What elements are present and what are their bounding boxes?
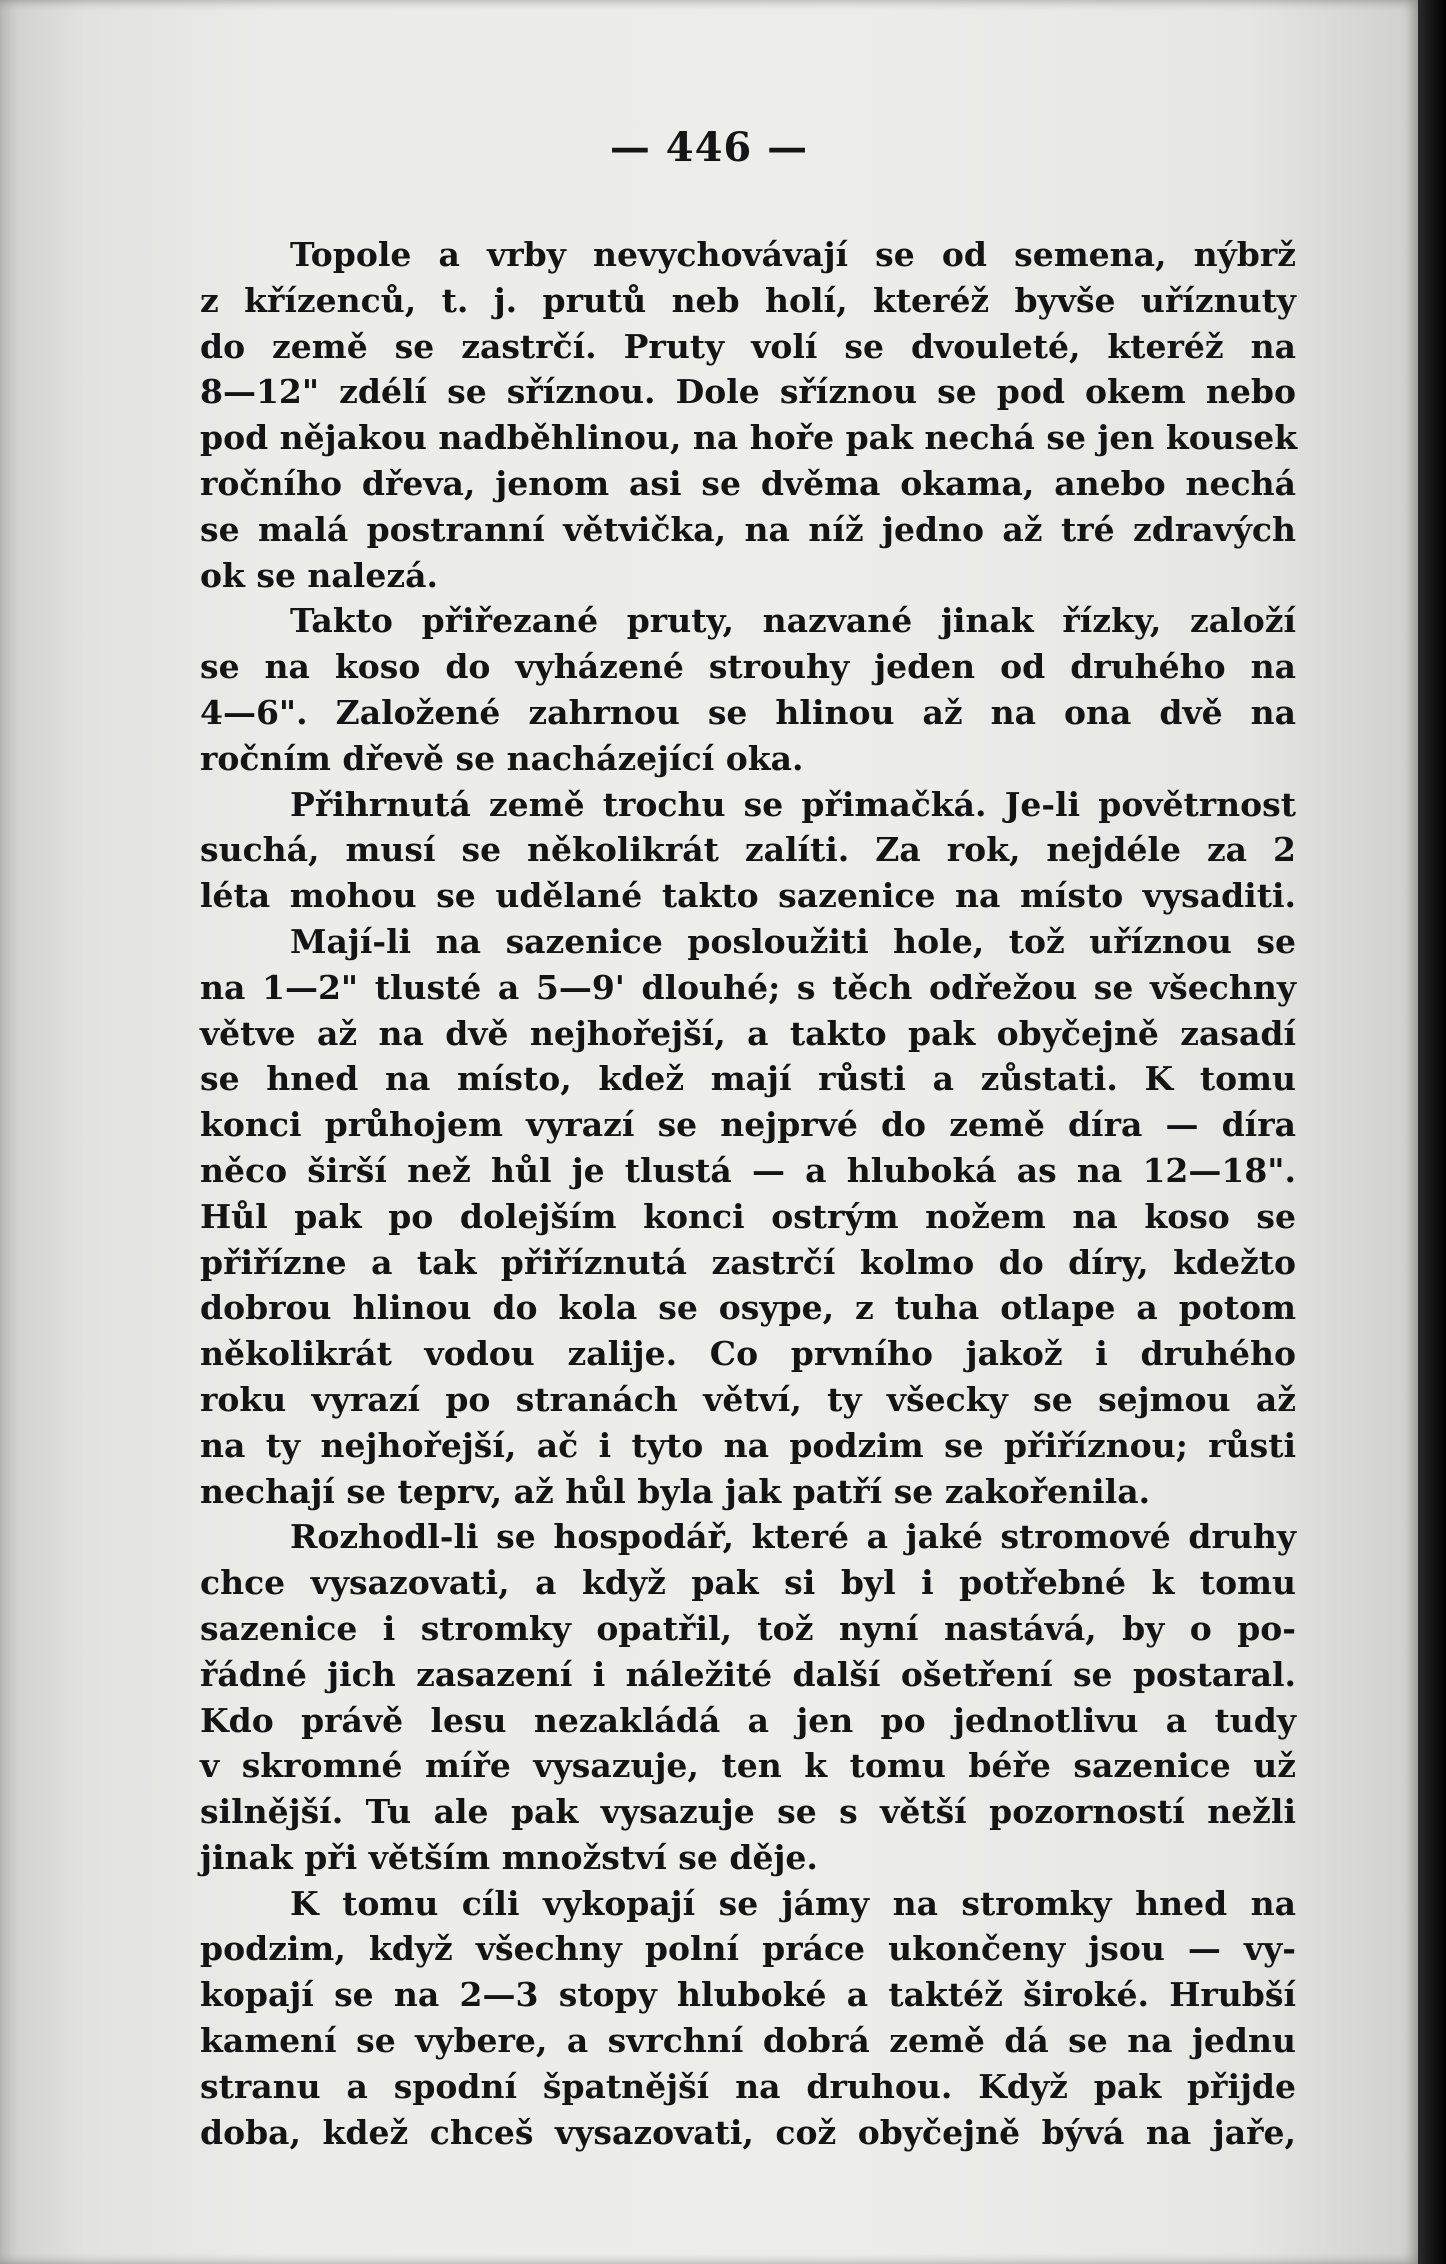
text-line: Přihrnutá země trochu se přimačká. Je-li povětrnost: [290, 784, 1296, 824]
text-line: 8—12" zdélí se sříznou. Dole sříznou se pod okem nebo: [200, 372, 1296, 412]
text-line: léta mohou se udělané takto sazenice na místo vysaditi.: [200, 876, 1296, 916]
text-line: se malá postranní větvička, na níž jedno až tré zdravých: [200, 509, 1296, 549]
text-line: na ty nejhořejší, ač i tyto na podzim se přiříznou; růsti: [200, 1425, 1296, 1465]
text-line: ok se nalezá.: [200, 555, 438, 595]
text-line: suchá, musí se několikrát zalíti. Za rok, nejdéle za 2: [200, 830, 1296, 870]
text-line: ročního dřeva, jenom asi se dvěma okama, anebo nechá: [200, 463, 1296, 503]
text-line: nechají se teprv, až hůl byla jak patří se zakořenila.: [200, 1471, 1151, 1511]
text-line: K tomu cíli vykopají se jámy na stromky hned na: [290, 1883, 1296, 1923]
text-line: stranu a spodní špatnější na druhou. Když pak přijde: [200, 2066, 1296, 2106]
text-line: chce vysazovati, a když pak si byl i potřebné k tomu: [200, 1563, 1296, 1603]
text-line: roku vyrazí po stranách větví, ty všecky se sejmou až: [200, 1379, 1296, 1419]
text-line: do země se zastrčí. Pruty volí se dvouleté, kteréž na: [200, 326, 1296, 366]
text-line: 4—6". Založené zahrnou se hlinou až na ona dvě na: [200, 692, 1296, 732]
text-line: se na koso do vyházené strouhy jeden od druhého na: [200, 647, 1296, 687]
text-line: Takto přiřezané pruty, nazvané jinak řízky, založí: [290, 601, 1296, 641]
text-line: Mají-li na sazenice posloužiti hole, tož uříznou se: [290, 921, 1296, 961]
text-line: ročním dřevě se nacházející oka.: [200, 738, 804, 778]
text-line: několikrát vodou zalije. Co prvního jakož i druhého: [200, 1334, 1296, 1374]
text-line: se hned na místo, kdež mají růsti a zůstati. K tomu: [200, 1059, 1296, 1099]
text-line: Hůl pak po dolejším konci ostrým nožem na koso se: [200, 1196, 1296, 1236]
page-number: — 446 —: [609, 124, 809, 171]
text-line: silnější. Tu ale pak vysazuje se s větší pozorností nežli: [200, 1792, 1296, 1832]
text-line: větve až na dvě nejhořejší, a takto pak obyčejně zasadí: [200, 1013, 1296, 1053]
text-line: Kdo právě lesu nezakládá a jen po jednotlivu a tudy: [200, 1700, 1296, 1740]
text-line: Topole a vrby nevychovávají se od semena, nýbrž: [290, 235, 1296, 274]
text-line: v skromné míře vysazuje, ten k tomu béře sazenice už: [200, 1746, 1296, 1786]
text-line: řádné jich zasazení i náležité další ošetření se postaral.: [200, 1654, 1296, 1694]
book-binding-edge: [1418, 0, 1446, 2264]
text-line: pod nějakou nadběhlinou, na hoře pak nechá se jen kousek: [200, 418, 1298, 458]
text-line: Rozhodl-li se hospodář, které a jaké stromové druhy: [290, 1517, 1296, 1557]
text-line: přiřízne a tak přiříznutá zastrčí kolmo do díry, kdežto: [200, 1242, 1296, 1282]
text-line: sazenice i stromky opatřil, tož nyní nastává, by o po-: [200, 1608, 1296, 1648]
text-line: dobrou hlinou do kola se osype, z tuha otlape a potom: [200, 1288, 1296, 1328]
text-line: kamení se vybere, a svrchní dobrá země dá se na jednu: [200, 2021, 1296, 2061]
text-line: podzim, když všechny polní práce ukončeny jsou — vy-: [200, 1929, 1296, 1969]
text-line: na 1—2" tlusté a 5—9' dlouhé; s těch odřežou se všechny: [200, 967, 1296, 1007]
text-line: z křízenců, t. j. prutů neb holí, kteréž byvše uříznuty: [200, 280, 1296, 320]
text-line: kopají se na 2—3 stopy hluboké a taktéž široké. Hrubší: [200, 1975, 1296, 2015]
text-line: doba, kdež chceš vysazovati, což obyčejně bývá na jaře,: [200, 2112, 1296, 2152]
text-line: jinak při větším množství se děje.: [200, 1837, 818, 1877]
text-line: konci průhojem vyrazí se nejprvé do země díra — díra: [200, 1105, 1296, 1145]
body-text: [200, 232, 1296, 2155]
text-line: něco širší než hůl je tlustá — a hluboká as na 12—18".: [200, 1150, 1296, 1190]
